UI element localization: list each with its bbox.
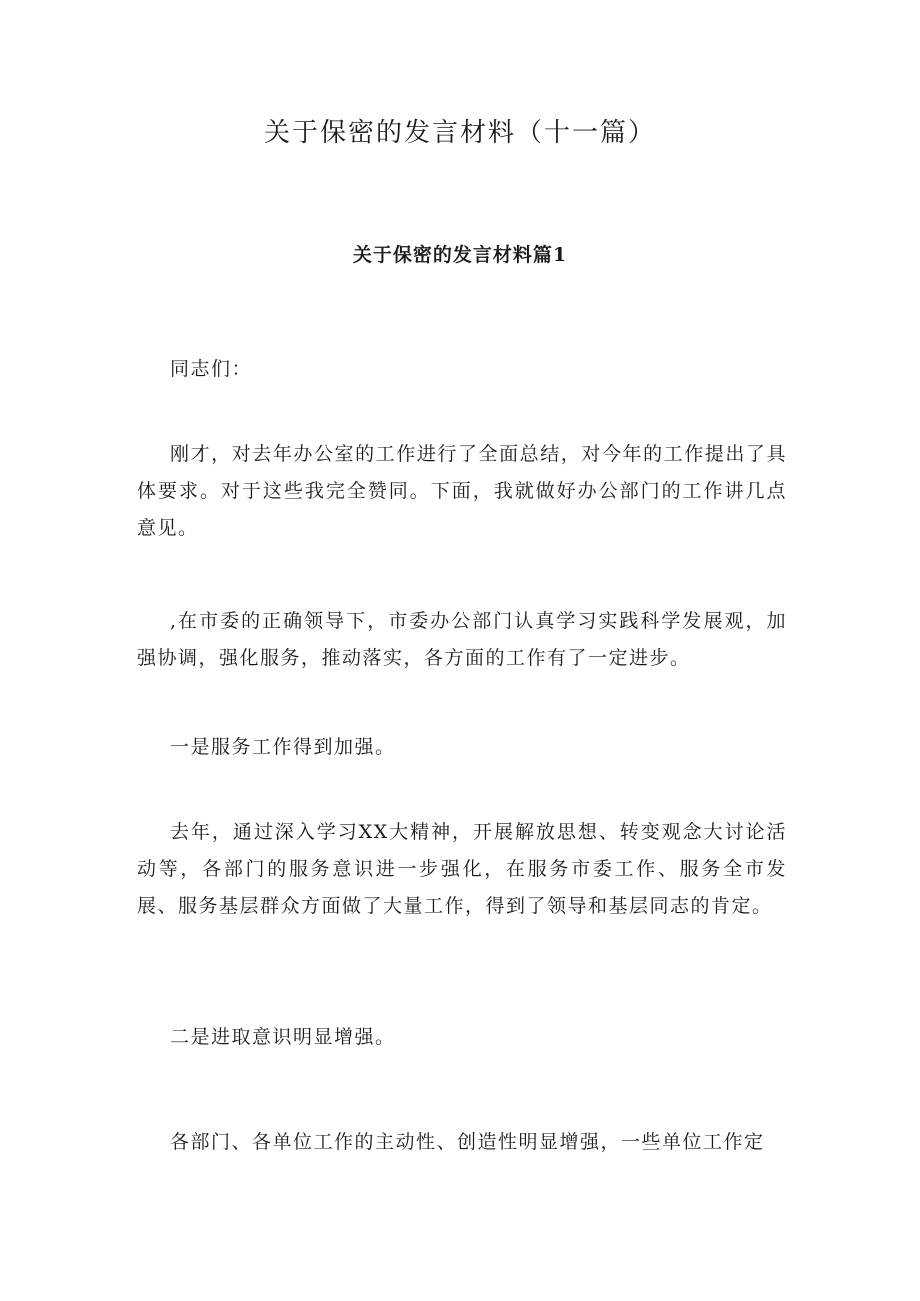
document-title: 关于保密的发言材料（十一篇） — [263, 118, 656, 148]
greeting-paragraph: 同志们： — [170, 358, 253, 380]
section-title: 关于保密的发言材料篇1 — [352, 244, 568, 266]
paragraph-opening: 刚才，对去年办公室的工作进行了全面总结，对今年的工作提出了具体要求。对于这些我完全赞同。下面，我就做好办公部门的工作讲几点意见。 — [137, 443, 787, 539]
paragraph-point-one: 一是服务工作得到加强。 — [170, 736, 396, 758]
paragraph-progress: ,在市委的正确领导下，市委办公部门认真学习实践科学发展观，加强协调，强化服务，推动落实，各方面的工作有了一定进步。 — [137, 610, 787, 669]
paragraph-point-two: 二是进取意识明显增强。 — [170, 1026, 396, 1048]
paragraph-point-two-detail: 各部门、各单位工作的主动性、创造性明显增强，一些单位工作定 — [170, 1131, 765, 1153]
paragraph-point-one-detail: 去年，通过深入学习XX大精神，开展解放思想、转变观念大讨论活动等，各部门的服务意识进一步强化，在服务市委工作、服务全市发展、服务基层群众方面做了大量工作，得到了领导和基层同志的肯定。 — [137, 821, 787, 917]
